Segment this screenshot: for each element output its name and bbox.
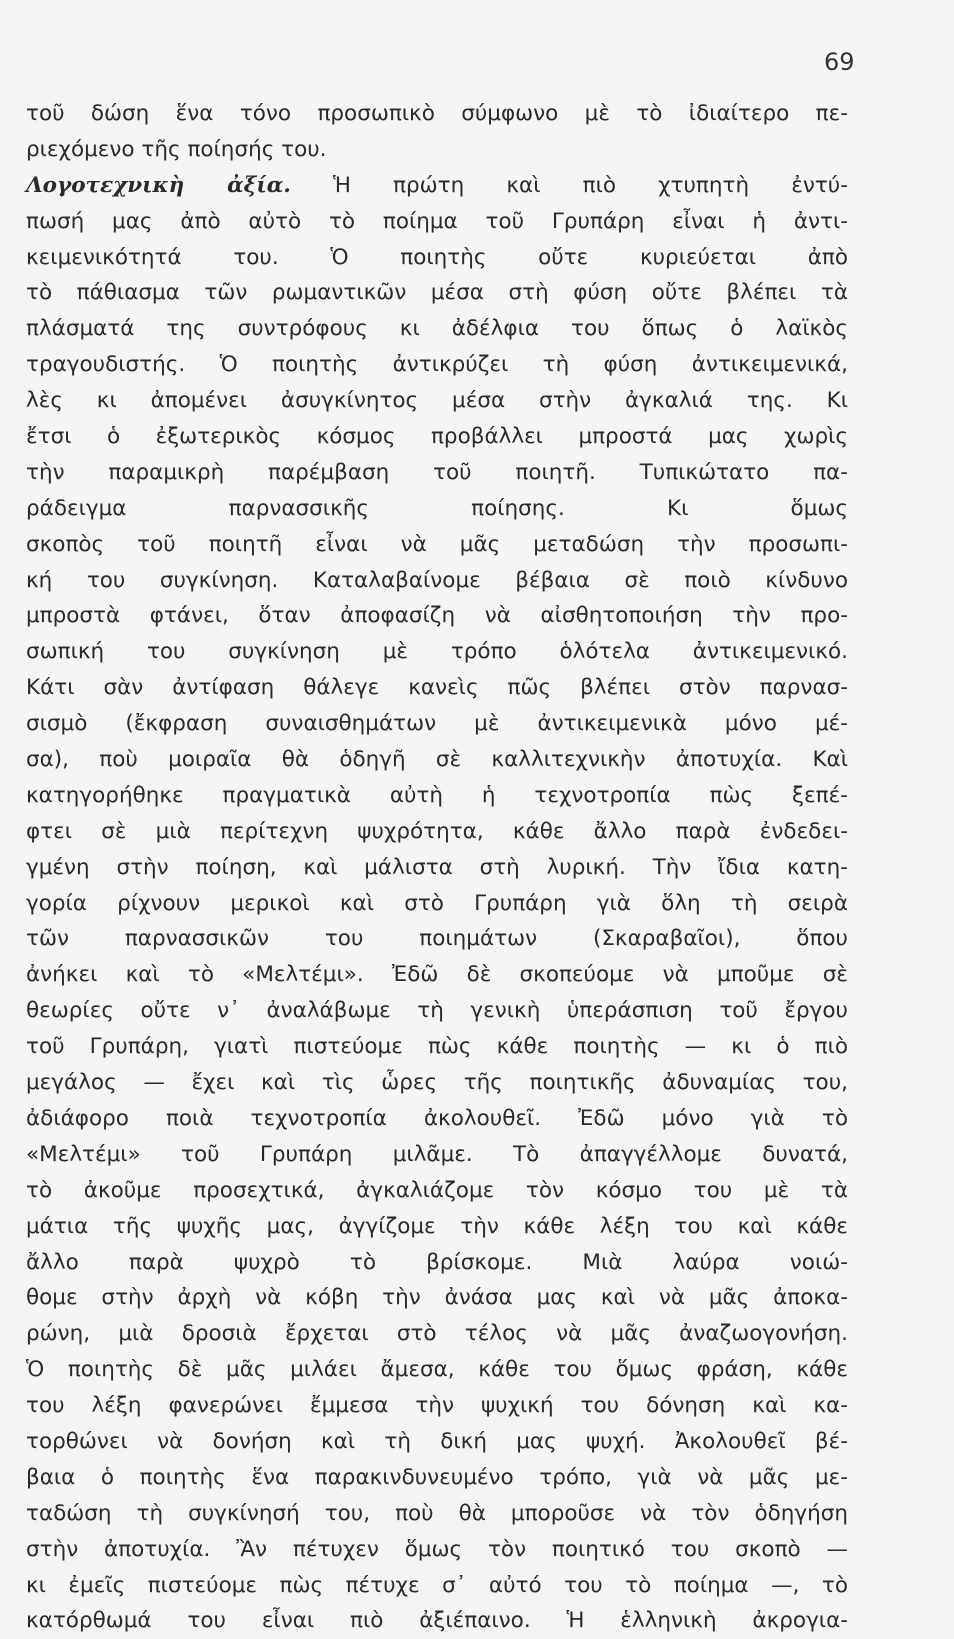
text-block <box>26 96 848 1639</box>
text-line: ράδειγμα παρνασσικῆς ποίησης. Κι ὅμως <box>26 495 848 521</box>
text-line: σισμὸ (ἔκφραση συναισθημάτων μὲ ἀντικειμενικὰ μόνο μέ- <box>26 711 848 737</box>
text-line: ἀνήκει καὶ τὸ «Μελτέμι». Ἐδῶ δὲ σκοπεύομε νὰ μποῦμε σὲ <box>26 962 848 988</box>
text-line: γορία ρίχνουν μερικοὶ καὶ στὸ Γρυπάρη γιὰ ὅλη τὴ σειρὰ <box>26 890 848 916</box>
text-line: κατηγορήθηκε πραγματικὰ αὐτὴ ἡ τεχνοτροπία πὼς ξεπέ- <box>26 782 848 808</box>
text-line: πωσή μας ἀπὸ αὐτὸ τὸ ποίημα τοῦ Γρυπάρη εἶναι ἡ ἀντι- <box>26 208 848 234</box>
text-line-rest: Ἡ πρώτη καὶ πιὸ χτυπητὴ ἐντύ- <box>332 172 848 198</box>
text-line: τορθώνει νὰ δονήση καὶ τὴ δική μας ψυχή. Ἀκολουθεῖ βέ- <box>26 1428 848 1454</box>
text-line: ἄλλο παρὰ ψυχρὸ τὸ βρίσκομε. Μιὰ λαύρα νοιώ- <box>26 1249 848 1275</box>
text-line: σκοπὸς τοῦ ποιητῆ εἶναι νὰ μᾶς μεταδώση τὴν προσωπι- <box>26 531 848 557</box>
text-line: μεγάλος — ἔχει καὶ τὶς ὧρες τῆς ποιητικῆς ἀδυναμίας του, <box>26 1070 848 1096</box>
text-line: λὲς κι ἀπομένει ἀσυγκίνητος μέσα στὴν ἀγκαλιά της. Κι <box>26 388 848 414</box>
text-line: Ὁ ποιητὴς δὲ μᾶς μιλάει ἄμεσα, κάθε του ὅμως φράση, κάθε <box>26 1357 848 1383</box>
text-line: τοῦ δώση ἕνα τόνο προσωπικὸ σύμφωνο μὲ τὸ ἰδιαίτερο πε- <box>26 101 848 126</box>
text-line: Κάτι σὰν ἀντίφαση θάλεγε κανεὶς πῶς βλέπει στὸν παρνασ- <box>26 675 848 701</box>
text-line <box>26 168 848 204</box>
text-line: βαια ὁ ποιητὴς ἕνα παρακινδυνευμένο τρόπο, γιὰ νὰ μᾶς με- <box>26 1464 848 1490</box>
section-heading: Λογοτεχνικὴ ἀξία. <box>26 172 291 198</box>
text-line: «Μελτέμι» τοῦ Γρυπάρη μιλᾶμε. Τὸ ἀπαγγέλλομε δυνατά, <box>26 1141 848 1167</box>
text-line: τῶν παρνασσικῶν του ποιημάτων (Σκαραβαῖοι), ὅπου <box>26 926 848 952</box>
text-line: μάτια τῆς ψυχῆς μας, ἀγγίζομε τὴν κάθε λέξη του καὶ κάθε <box>26 1213 848 1239</box>
text-line: του λέξη φανερώνει ἔμμεσα τὴν ψυχική του δόνηση καὶ κα- <box>26 1393 848 1419</box>
text-line: στὴν ἀποτυχία. Ἂν πέτυχεν ὅμως τὸν ποιητικό του σκοπὸ — <box>26 1536 848 1562</box>
text-line: κειμενικότητά του. Ὁ ποιητὴς οὔτε κυριεύεται ἀπὸ <box>26 244 848 270</box>
text-line: θομε στὴν ἀρχὴ νὰ κόβη τὴν ἀνάσα μας καὶ νὰ μᾶς ἀποκα- <box>26 1285 848 1311</box>
text-line: πλάσματά της συντρόφους κι ἀδέλφια του ὅπως ὁ λαϊκὸς <box>26 316 848 342</box>
text-line: ἔτσι ὁ ἐξωτερικὸς κόσμος προβάλλει μπροστά μας χωρὶς <box>26 424 848 450</box>
text-line: τὴν παραμικρὴ παρέμβαση τοῦ ποιητῆ. Τυπικώτατο πα- <box>26 459 848 485</box>
text-line: ριεχόμενο τῆς ποίησής του. <box>26 136 327 162</box>
page-number: 69 <box>824 48 855 76</box>
text-line: κατόρθωμά του εἶναι πιὸ ἀξιέπαινο. Ἡ ἑλληνικὴ ἀκρογια- <box>26 1608 848 1634</box>
text-line: ἀδιάφορο ποιὰ τεχνοτροπία ἀκολουθεῖ. Ἐδῶ μόνο γιὰ τὸ <box>26 1105 848 1131</box>
text-line: κι ἐμεῖς πιστεύομε πὼς πέτυχε σ᾿ αὐτό του τὸ ποίημα —, τὸ <box>26 1572 848 1598</box>
text-line: θεωρίες οὔτε ν᾿ ἀναλάβωμε τὴ γενικὴ ὑπεράσπιση τοῦ ἔργου <box>26 998 848 1024</box>
text-line: ρώνη, μιὰ δροσιὰ ἔρχεται στὸ τέλος νὰ μᾶς ἀναζωογονήση. <box>26 1321 848 1347</box>
text-line: τὸ ἀκοῦμε προσεχτικά, ἀγκαλιάζομε τὸν κόσμο του μὲ τὰ <box>26 1177 848 1203</box>
text-line: μπροστὰ φτάνει, ὅταν ἀποφασίζη νὰ αἰσθητοποιήση τὴν προ- <box>26 603 848 629</box>
text-line: τοῦ Γρυπάρη, γιατὶ πιστεύομε πὼς κάθε ποιητὴς — κι ὁ πιὸ <box>26 1034 848 1060</box>
text-line: σωπική του συγκίνηση μὲ τρόπο ὁλότελα ἀντικειμενικό. <box>26 639 848 665</box>
text-line: σα), ποὺ μοιραῖα θὰ ὁδηγῆ σὲ καλλιτεχνικὴν ἀποτυχία. Καὶ <box>26 747 848 773</box>
text-line: κή του συγκίνηση. Καταλαβαίνομε βέβαια σὲ ποιὸ κίνδυνο <box>26 567 848 593</box>
text-line: ταδώση τὴ συγκίνησή του, ποὺ θὰ μποροῦσε νὰ τὸν ὁδηγήση <box>26 1500 848 1526</box>
text-line: γμένη στὴν ποίηση, καὶ μάλιστα στὴ λυρική. Τὴν ἴδια κατη- <box>26 854 848 880</box>
text-line: φτει σὲ μιὰ περίτεχνη ψυχρότητα, κάθε ἄλλο παρὰ ἐνδεδει- <box>26 818 848 844</box>
text-line: τραγουδιστής. Ὁ ποιητὴς ἀντικρύζει τὴ φύση ἀντικειμενικά, <box>26 352 848 378</box>
text-line: τὸ πάθιασμα τῶν ρωμαντικῶν μέσα στὴ φύση οὔτε βλέπει τὰ <box>26 280 848 306</box>
